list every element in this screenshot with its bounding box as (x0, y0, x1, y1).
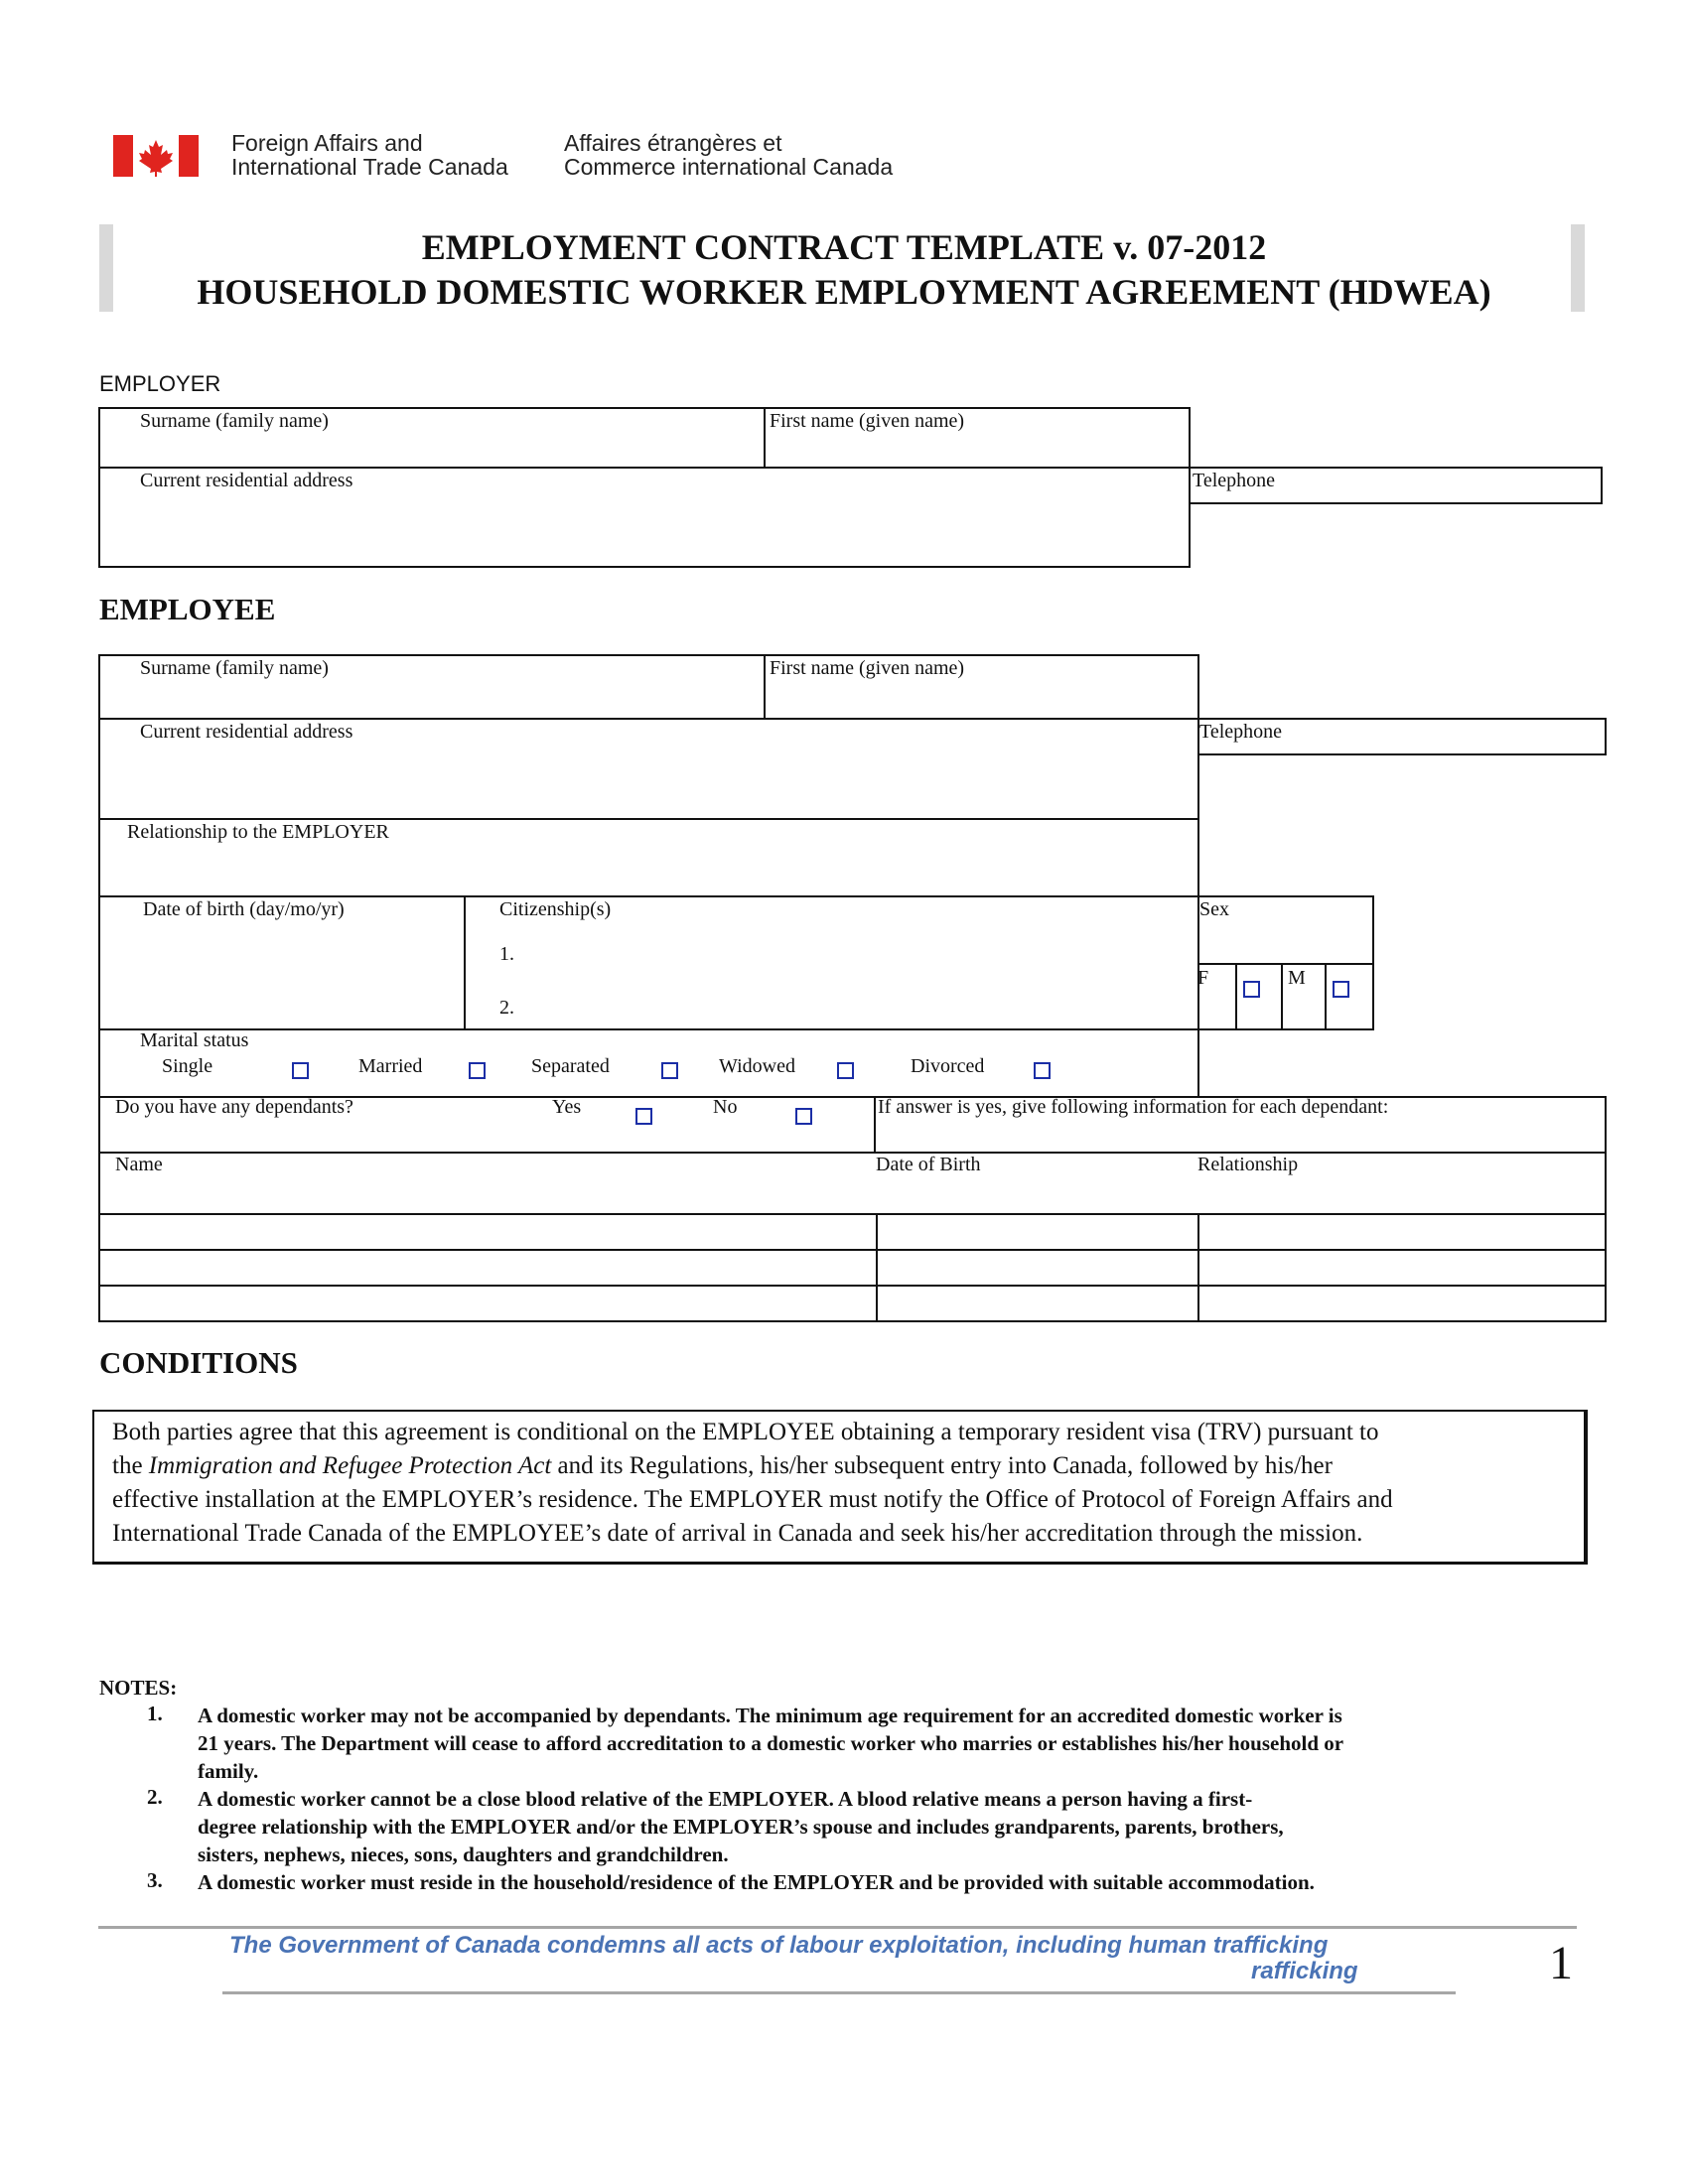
note-2-line-1: A domestic worker cannot be a close blood relative of the EMPLOYER. A blood relative means a person having a first- (198, 1787, 1253, 1811)
footer-statement-fragment: rafficking (1251, 1958, 1358, 1984)
note-1-line-2: 21 years. The Department will cease to afford accreditation to a domestic worker who marries or establishes his/her household or (198, 1731, 1344, 1755)
dependants-col-dob: Date of Birth (876, 1154, 981, 1175)
dependants-no-checkbox[interactable] (795, 1108, 812, 1125)
conditions-text (112, 1416, 1582, 1551)
note-3-line-1: A domestic worker must reside in the household/residence of the EMPLOYER and be provided with suitable accommodation. (198, 1870, 1315, 1894)
conditions-line-2-post: and its Regulations, his/her subsequent entry into Canada, followed by his/her (551, 1452, 1333, 1479)
sex-cell-divider-1 (1235, 963, 1237, 1030)
dependants-header-row (98, 1152, 1607, 1215)
note-1-number: 1. (147, 1702, 163, 1725)
employee-citizenship-2: 2. (499, 997, 514, 1019)
note-1-text (198, 1702, 1588, 1785)
marital-single-label: Single (162, 1055, 213, 1077)
note-1-line-1: A domestic worker may not be accompanied by dependants. The minimum age requirement for an accredited domestic worker is (198, 1704, 1342, 1727)
conditions-line-2 (112, 1449, 1582, 1483)
footer-rule-top (98, 1926, 1577, 1929)
marital-married-label: Married (358, 1055, 423, 1077)
marital-divorced-label: Divorced (911, 1055, 985, 1077)
marital-separated-label: Separated (531, 1055, 610, 1077)
conditions-heading: CONDITIONS (99, 1345, 298, 1380)
dependant-row-2-relationship[interactable] (1197, 1249, 1607, 1287)
dependants-no-label: No (713, 1096, 738, 1118)
marital-separated-checkbox[interactable] (661, 1062, 678, 1079)
employer-surname-label: Surname (family name) (140, 410, 329, 432)
dependant-row-2-dob[interactable] (876, 1249, 1199, 1287)
department-name-fr-line2: Commerce international Canada (564, 154, 894, 180)
dependants-yes-checkbox[interactable] (635, 1108, 652, 1125)
dependant-row-1-name[interactable] (98, 1213, 878, 1251)
dependant-row-1-dob[interactable] (876, 1213, 1199, 1251)
note-2-text (198, 1785, 1588, 1868)
sex-m-checkbox[interactable] (1333, 981, 1349, 998)
note-3-number: 3. (147, 1868, 163, 1892)
note-2-line-3: sisters, nephews, nieces, sons, daughters and grandchildren. (198, 1843, 729, 1866)
conditions-line-4: International Trade Canada of the EMPLOYEE’s date of arrival in Canada and seek his/her accreditation through the mission. (112, 1520, 1363, 1547)
conditions-line-2-pre: the (112, 1452, 149, 1479)
document-title-line1: EMPLOYMENT CONTRACT TEMPLATE v. 07-2012 (421, 227, 1267, 267)
employer-first-name-label: First name (given name) (770, 410, 965, 432)
employer-address-label: Current residential address (140, 470, 353, 491)
note-3-text (198, 1868, 1588, 1896)
employee-heading: EMPLOYEE (99, 592, 276, 626)
marital-status-label: Marital status (140, 1029, 249, 1051)
marital-married-checkbox[interactable] (469, 1062, 486, 1079)
footer-statement: The Government of Canada condemns all acts of labour exploitation, including human trafficking (229, 1932, 1329, 1959)
sex-m-label: M (1288, 967, 1306, 989)
employee-dob-label: Date of birth (day/mo/yr) (143, 898, 345, 920)
marital-widowed-label: Widowed (719, 1055, 795, 1077)
dependant-row-2-name[interactable] (98, 1249, 878, 1287)
dependant-row-3-name[interactable] (98, 1285, 878, 1322)
dependant-row-3-dob[interactable] (876, 1285, 1199, 1322)
note-1-line-3: family. (198, 1759, 259, 1783)
employer-heading: EMPLOYER (99, 371, 221, 396)
conditions-act-title: Immigration and Refugee Protection Act (148, 1452, 552, 1479)
canada-flag-logo (113, 135, 199, 177)
department-name-fr-line1: Affaires étrangères et (564, 130, 782, 156)
employer-telephone-label: Telephone (1193, 470, 1276, 491)
employee-address-label: Current residential address (140, 721, 353, 743)
dependants-col-relationship: Relationship (1197, 1154, 1299, 1175)
sex-cell-divider-3 (1325, 963, 1327, 1030)
sex-cell-divider-2 (1281, 963, 1283, 1030)
sex-f-checkbox[interactable] (1243, 981, 1260, 998)
note-2-line-2: degree relationship with the EMPLOYER and/or the EMPLOYER’s spouse and includes grandparents, parents, brothers, (198, 1815, 1284, 1839)
employee-citizenship-label: Citizenship(s) (499, 898, 612, 920)
employee-surname-label: Surname (family name) (140, 657, 329, 679)
employee-first-name-label: First name (given name) (770, 657, 965, 679)
document-title-line2: HOUSEHOLD DOMESTIC WORKER EMPLOYMENT AGREEMENT (HDWEA) (197, 272, 1491, 312)
employee-telephone-label: Telephone (1199, 721, 1283, 743)
dependant-row-1-relationship[interactable] (1197, 1213, 1607, 1251)
dependants-note-label: If answer is yes, give following information for each dependant: (878, 1096, 1389, 1118)
footer-rule-bottom (222, 1991, 1456, 1994)
department-name-fr (564, 131, 893, 179)
dependants-question-label: Do you have any dependants? (115, 1096, 353, 1118)
marital-single-checkbox[interactable] (292, 1062, 309, 1079)
marital-widowed-checkbox[interactable] (837, 1062, 854, 1079)
dependants-yes-label: Yes (552, 1096, 582, 1118)
employee-citizenship-1: 1. (499, 943, 514, 965)
employee-sex-label: Sex (1199, 898, 1229, 920)
marital-divorced-checkbox[interactable] (1034, 1062, 1051, 1079)
conditions-line-1: Both parties agree that this agreement is conditional on the EMPLOYEE obtaining a temporary resident visa (TRV) pursuant to (112, 1419, 1379, 1445)
dependants-col-name: Name (115, 1154, 163, 1175)
page-number: 1 (1549, 1937, 1573, 1989)
department-name-en-line1: Foreign Affairs and (231, 130, 423, 156)
notes-heading: NOTES: (99, 1676, 178, 1700)
department-name-en-line2: International Trade Canada (231, 154, 508, 180)
sex-f-label: F (1197, 967, 1209, 989)
department-name-en (231, 131, 508, 179)
sex-divider (1197, 963, 1374, 965)
conditions-line-3: effective installation at the EMPLOYER’s residence. The EMPLOYER must notify the Office of Protocol of Foreign Affairs and (112, 1486, 1393, 1513)
dependant-row-3-relationship[interactable] (1197, 1285, 1607, 1322)
employee-relationship-label: Relationship to the EMPLOYER (127, 821, 389, 843)
note-2-number: 2. (147, 1785, 163, 1809)
